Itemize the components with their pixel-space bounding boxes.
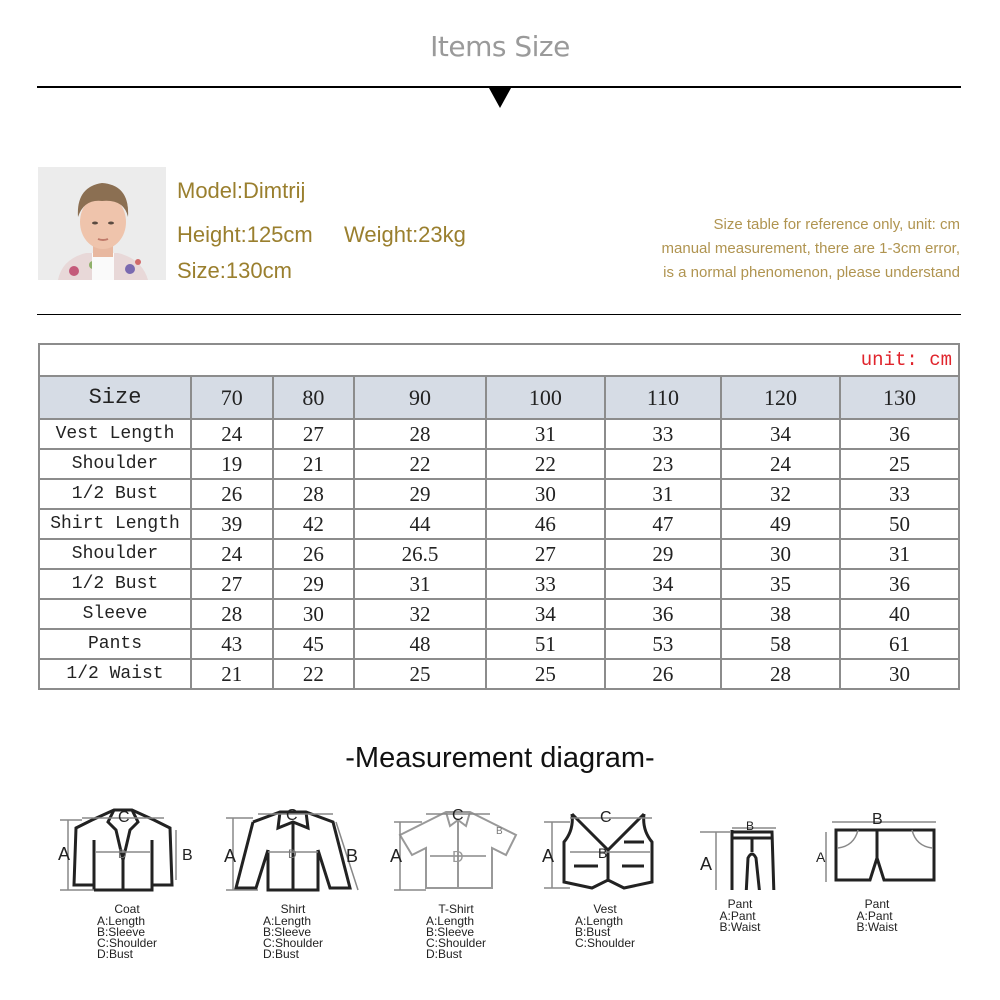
table-cell: 32: [354, 599, 486, 629]
diagram-legend: [720, 911, 761, 933]
legend-item: B:Bust: [574, 925, 611, 939]
unit-row: [39, 344, 959, 376]
diagram-shorts: [812, 800, 942, 936]
table-row: [39, 629, 959, 659]
size-header: 90: [354, 376, 486, 419]
table-cell: 27: [273, 419, 355, 449]
table-cell: 61: [840, 629, 959, 659]
measurement-title: -Measurement diagram-: [345, 742, 655, 774]
table-cell: 24: [721, 449, 840, 479]
table-cell: 22: [273, 659, 355, 689]
table-cell: 51: [486, 629, 605, 659]
model-photo: [38, 167, 166, 280]
legend-item: A:Pant: [719, 909, 756, 923]
table-cell: 42: [273, 509, 355, 539]
table-cell: 22: [354, 449, 486, 479]
shorts-icon: [812, 800, 942, 890]
label-b: B: [598, 845, 608, 861]
table-cell: 31: [840, 539, 959, 569]
table-cell: 33: [486, 569, 605, 599]
table-cell: 36: [605, 599, 721, 629]
table-cell: 19: [191, 449, 273, 479]
table-row: [39, 569, 959, 599]
row-label: Shoulder: [39, 449, 191, 479]
model-name: Model:Dimtrij: [177, 178, 306, 203]
table-cell: 24: [191, 539, 273, 569]
table-header-row: [39, 376, 959, 419]
model-weight: Weight:23kg: [344, 222, 466, 247]
row-label: Shirt Length: [39, 509, 191, 539]
row-label: Pants: [39, 629, 191, 659]
size-header: 80: [273, 376, 355, 419]
table-cell: 28: [354, 419, 486, 449]
table-cell: 28: [273, 479, 355, 509]
legend-item: C:Shoulder: [425, 936, 487, 950]
divider-middle: [37, 314, 961, 315]
diagram-legend: [575, 916, 635, 949]
table-cell: 28: [191, 599, 273, 629]
table-cell: 29: [605, 539, 721, 569]
diagram-legend: [857, 911, 898, 933]
table-row: [39, 509, 959, 539]
vest-icon: [540, 800, 670, 895]
legend-item: C:Shoulder: [262, 936, 324, 950]
row-label: 1/2 Bust: [39, 479, 191, 509]
diagram-legend: [97, 916, 157, 960]
diagram-name: Vest: [593, 902, 617, 916]
legend-item: B:Sleeve: [262, 925, 311, 939]
table-cell: 34: [605, 569, 721, 599]
table-cell: 36: [840, 419, 959, 449]
model-size: Size:130cm: [177, 258, 292, 283]
table-cell: 45: [273, 629, 355, 659]
table-cell: 30: [721, 539, 840, 569]
label-d: D: [452, 849, 464, 866]
diagram-tshirt: [386, 800, 526, 963]
label-a: A: [390, 846, 403, 866]
table-cell: 25: [354, 659, 486, 689]
unit-label: unit: cm: [39, 344, 959, 376]
table-cell: 44: [354, 509, 486, 539]
shirt-icon: [218, 800, 368, 895]
table-cell: 21: [191, 659, 273, 689]
page-title: Items Size: [430, 30, 570, 63]
diagram-name: Pant: [864, 897, 890, 911]
coat-icon: [52, 800, 202, 895]
label-d: D: [288, 847, 297, 861]
table-cell: 33: [605, 419, 721, 449]
legend-item: B:Sleeve: [425, 925, 474, 939]
table-cell: 31: [605, 479, 721, 509]
label-d: D: [118, 847, 127, 861]
table-row: [39, 659, 959, 689]
table-cell: 58: [721, 629, 840, 659]
row-label: 1/2 Waist: [39, 659, 191, 689]
table-cell: 46: [486, 509, 605, 539]
diagram-legend: [263, 916, 323, 960]
size-header: 70: [191, 376, 273, 419]
legend-item: D:Bust: [96, 947, 133, 961]
pant-icon: [690, 800, 790, 890]
note-line: manual measurement, there are 1-3cm error,: [661, 240, 960, 257]
legend-item: B:Waist: [856, 920, 898, 934]
table-cell: 29: [273, 569, 355, 599]
table-cell: 26: [273, 539, 355, 569]
table-cell: 53: [605, 629, 721, 659]
diagram-name: T-Shirt: [438, 902, 474, 916]
table-cell: 26: [191, 479, 273, 509]
table-row: [39, 449, 959, 479]
label-c: C: [118, 809, 130, 826]
legend-item: D:Bust: [425, 947, 462, 961]
table-cell: 29: [354, 479, 486, 509]
size-header: 100: [486, 376, 605, 419]
label-b: B: [746, 819, 755, 833]
legend-item: C:Shoulder: [574, 936, 636, 950]
table-cell: 49: [721, 509, 840, 539]
table-cell: 33: [840, 479, 959, 509]
table-cell: 36: [840, 569, 959, 599]
size-note: [662, 213, 960, 285]
table-cell: 35: [721, 569, 840, 599]
table-row: [39, 479, 959, 509]
table-cell: 38: [721, 599, 840, 629]
legend-item: A:Length: [425, 914, 475, 928]
table-cell: 32: [721, 479, 840, 509]
table-row: [39, 599, 959, 629]
table-cell: 34: [486, 599, 605, 629]
table-cell: 22: [486, 449, 605, 479]
diagram-legend: [426, 916, 486, 960]
legend-item: C:Shoulder: [96, 936, 158, 950]
table-cell: 21: [273, 449, 355, 479]
diagram-name: Pant: [727, 897, 753, 911]
size-header: 130: [840, 376, 959, 419]
table-cell: 40: [840, 599, 959, 629]
table-row: [39, 419, 959, 449]
table-cell: 31: [486, 419, 605, 449]
table-cell: 30: [486, 479, 605, 509]
label-a: A: [224, 846, 237, 866]
note-line: Size table for reference only, unit: cm: [713, 216, 960, 233]
diagram-name: Coat: [114, 902, 140, 916]
table-cell: 50: [840, 509, 959, 539]
legend-item: A:Length: [96, 914, 146, 928]
legend-item: B:Waist: [719, 920, 761, 934]
table-cell: 24: [191, 419, 273, 449]
row-label: Vest Length: [39, 419, 191, 449]
size-header: 110: [605, 376, 721, 419]
table-cell: 27: [486, 539, 605, 569]
size-header: 120: [721, 376, 840, 419]
diagram-pant: [690, 800, 790, 936]
diagram-coat: [52, 800, 202, 963]
row-label: Sleeve: [39, 599, 191, 629]
table-cell: 23: [605, 449, 721, 479]
legend-item: A:Length: [262, 914, 312, 928]
label-a: A: [816, 849, 826, 865]
table-cell: 25: [840, 449, 959, 479]
table-cell: 34: [721, 419, 840, 449]
label-b: B: [182, 847, 193, 864]
legend-item: A:Length: [574, 914, 624, 928]
table-row: [39, 539, 959, 569]
label-c: C: [600, 809, 612, 826]
table-cell: 39: [191, 509, 273, 539]
label-b: B: [496, 826, 503, 837]
table-cell: 43: [191, 629, 273, 659]
table-cell: 28: [721, 659, 840, 689]
table-cell: 26: [605, 659, 721, 689]
row-label: 1/2 Bust: [39, 569, 191, 599]
note-line: is a normal phenomenon, please understand: [663, 264, 960, 281]
table-cell: 25: [486, 659, 605, 689]
label-a: A: [542, 846, 555, 866]
table-cell: 30: [840, 659, 959, 689]
legend-item: B:Sleeve: [96, 925, 145, 939]
table-cell: 26.5: [354, 539, 486, 569]
label-c: C: [286, 807, 298, 824]
label-b: B: [346, 846, 359, 866]
row-label: Shoulder: [39, 539, 191, 569]
size-table: [38, 343, 960, 690]
table-cell: 48: [354, 629, 486, 659]
table-cell: 47: [605, 509, 721, 539]
diagram-vest: [540, 800, 670, 952]
label-c: C: [452, 807, 464, 824]
header-label: Size: [39, 376, 191, 419]
label-a: A: [700, 854, 713, 874]
table-cell: 31: [354, 569, 486, 599]
label-b: B: [872, 811, 883, 828]
diagram-shirt: [218, 800, 368, 963]
legend-item: A:Pant: [856, 909, 893, 923]
tshirt-icon: [386, 800, 526, 895]
down-arrow-icon: [489, 88, 511, 108]
legend-item: D:Bust: [262, 947, 299, 961]
model-height: Height:125cm: [177, 222, 313, 247]
table-cell: 27: [191, 569, 273, 599]
table-cell: 30: [273, 599, 355, 629]
label-a: A: [58, 844, 71, 864]
diagram-name: Shirt: [280, 902, 306, 916]
